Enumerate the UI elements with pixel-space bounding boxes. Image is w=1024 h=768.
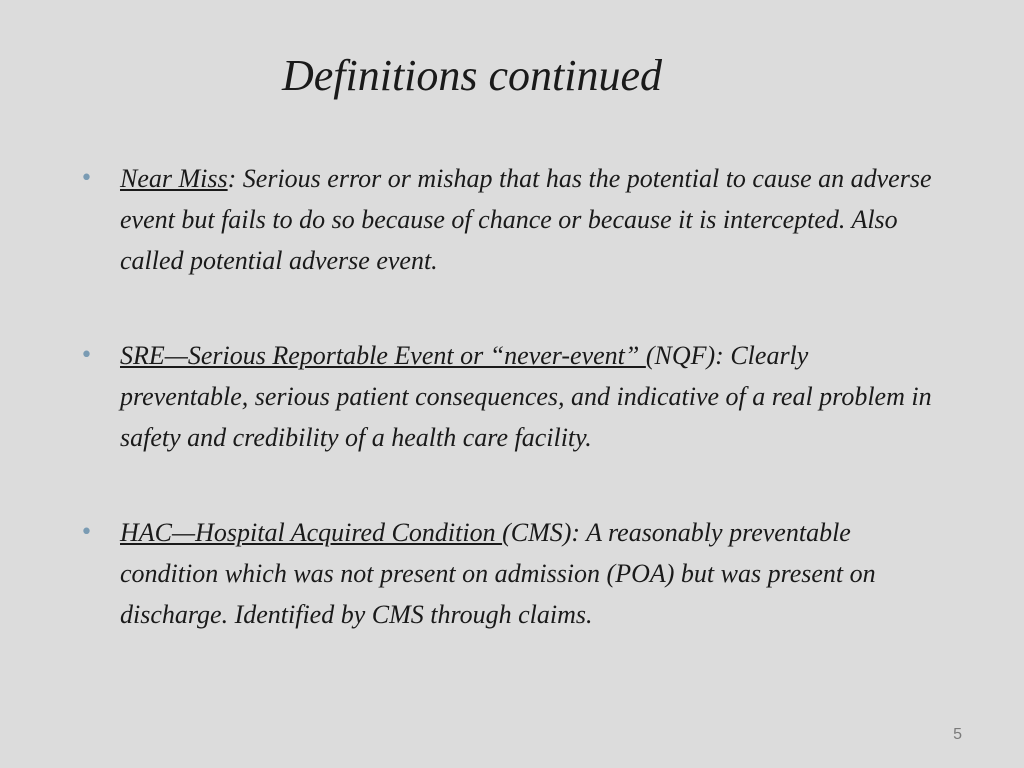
bullet-sre <box>78 335 938 458</box>
bullet-near-miss <box>78 158 938 281</box>
page-number: 5 <box>953 726 962 743</box>
bullet-dot-icon: • <box>80 166 93 191</box>
term-near-miss: Near Miss <box>120 164 228 193</box>
bullet-list <box>78 158 938 635</box>
slide-title: Definitions continued <box>281 51 663 100</box>
term-sre: SRE—Serious Reportable Event or “never-event” <box>120 341 646 370</box>
bullet-dot-icon: • <box>80 343 93 368</box>
definition-near-miss: : Serious error or mishap that has the potential to cause an adverse event but fails to do so because of chance or because it is intercepted. Also called potential adverse event. <box>120 164 932 275</box>
definition-hac: (CMS): A reasonably preventable condition which was not present on admission (POA) but was present on discharge. Identified by CMS through claims. <box>120 518 876 629</box>
definition-sre: (NQF): Clearly preventable, serious patient consequences, and indicative of a real problem in safety and credibility of a health care facility. <box>120 341 932 452</box>
bullet-dot-icon: • <box>80 520 93 545</box>
term-hac: HAC—Hospital Acquired Condition <box>120 518 503 547</box>
bullet-hac <box>78 512 938 635</box>
